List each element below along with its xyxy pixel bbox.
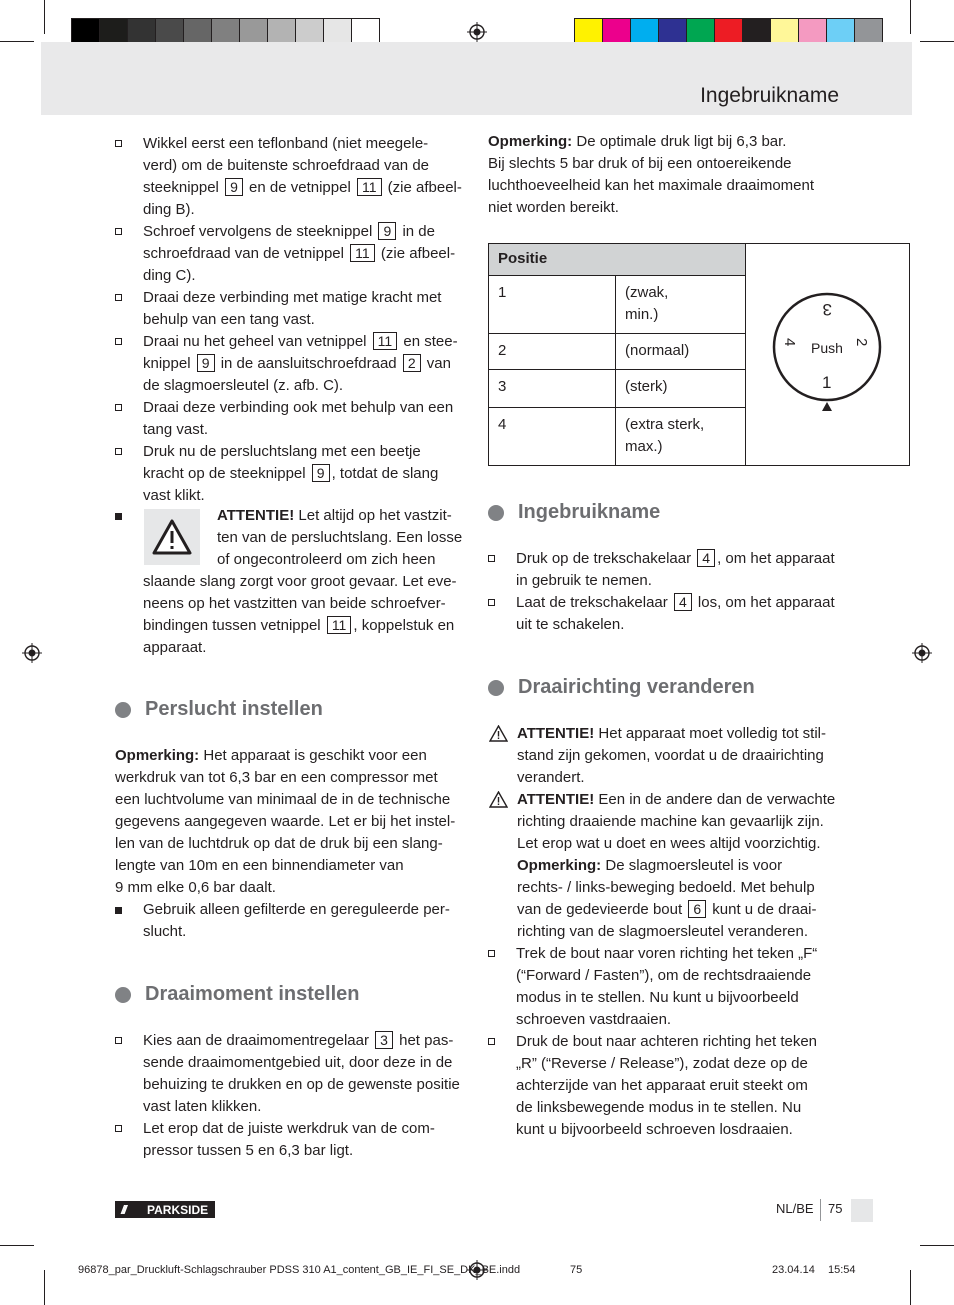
left-column-bottom xyxy=(115,1030,470,1162)
table-row: 1 (zwak, min.) xyxy=(489,275,910,333)
section-heading: Ingebruikname xyxy=(488,501,660,524)
table-row: 4 (extra sterk, max.) xyxy=(489,407,910,465)
list-item: Let erop dat de juiste werkdruk van de com- pressor tussen 5 en 6,3 bar ligt. xyxy=(115,1118,470,1162)
section-heading: Perslucht instellen xyxy=(115,698,323,721)
slug-time: 15:54 xyxy=(828,1264,856,1276)
list-item: Draai deze verbinding ook met behulp van een tang vast. xyxy=(115,397,470,441)
registration-mark-icon xyxy=(467,22,487,42)
warning-triangle-icon xyxy=(489,725,508,742)
list-item: Draai nu het geheel van vetnippel 11 en stee- knippel 9 in de aansluitschroefdraad 2 van de slagmoersleutel (z. afb. C). xyxy=(115,331,470,397)
dial-number: 2 xyxy=(853,338,870,347)
warning-box xyxy=(144,509,200,565)
dial-number: 3 xyxy=(822,300,832,319)
dial-number: 1 xyxy=(822,373,832,392)
list-item: Gebruik alleen gefilterde en gereguleerde per- slucht. xyxy=(115,899,470,943)
list-item: Wikkel eerst een teflonband (niet meegele- verd) om de buitenste schroefdraad van de steeknippel 9 en de vetnippel 11 (zie afbeel- ding B). xyxy=(115,133,470,221)
dial-number: 4 xyxy=(781,338,798,347)
registration-mark-icon xyxy=(912,643,932,663)
page-number: 75 xyxy=(828,1201,843,1216)
footer-page-box xyxy=(851,1199,873,1222)
list-item: Druk op de trekschakelaar 4 , om het apparaat in gebruik te nemen. xyxy=(488,548,848,592)
list-item: Draai deze verbinding met matige kracht met behulp van een tang vast. xyxy=(115,287,470,331)
warning-triangle-icon xyxy=(489,791,508,808)
list-item: Druk nu de persluchtslang met een beetje kracht op de steeknippel 9 , totdat de slang vast klikt. xyxy=(115,441,470,507)
table-row: 2 (normaal) xyxy=(489,334,910,370)
footer-lang: NL/BE xyxy=(776,1201,814,1216)
list-item: Druk de bout naar achteren richting het teken „R” (“Reverse / Release”), zodat deze op de achterzijde van het apparaat eruit steekt om de linksbewegende modus in te stellen. Nu kunt u bijvoorbeeld schroeven losdraaien. xyxy=(488,1031,848,1141)
left-column xyxy=(115,133,470,507)
parkside-logo: /// PARKSIDE xyxy=(115,1201,215,1218)
dial-cell xyxy=(746,244,910,466)
note-paragraph: Opmerking: De optimale druk ligt bij 6,3 bar. Bij slechts 5 bar druk of bij een ontoereikende luchthoeveelheid kan het maximale draaimoment niet worden bereikt. xyxy=(488,133,815,216)
list-item: Schroef vervolgens de steeknippel 9 in de schroefdraad van de vetnippel 11 (zie afbeel- ding C). xyxy=(115,221,470,287)
registration-mark-icon xyxy=(22,643,42,663)
slug-date: 23.04.14 xyxy=(772,1264,815,1276)
table-header: Positie xyxy=(489,244,746,276)
list-item: Trek de bout naar voren richting het teken „F“ (“Forward / Fasten”), om de rechtsdraaiende modus in te stellen. Nu kunt u bijvoorbeeld schroeven vastdraaien. xyxy=(488,943,848,1031)
slug-filename: 96878_par_Druckluft-Schlagschrauber PDSS 310 A1_content_GB_IE_FI_SE_DK_BE.indd xyxy=(78,1264,521,1276)
page-title: Ingebruikname xyxy=(700,84,839,107)
warning-triangle-icon xyxy=(144,509,200,565)
list-item: Laat de trekschakelaar 4 los, om het apparaat uit te schakelen. xyxy=(488,592,848,636)
position-table xyxy=(488,243,910,466)
list-item: Kies aan de draaimomentregelaar 3 het pas- sende draaimomentgebied uit, door deze in de behuizing te drukken en op de gewenste positie vast laten klikken. xyxy=(115,1030,470,1118)
right-warnings: ATTENTIE! Het apparaat moet volledig tot stil- stand zijn gekomen, voordat u de draairichting verandert. ATTENTIE! Een in de andere dan de verwachte richting draaiende machine kan gevaarlijk zijn. Let erop wat u doet en wees altijd voorzichtig. Opmerking: De slagmoersleutel is voor rechts- / links-beweging bedoeld. Met behulp van de gedevieerde bout 6 kunt u de draai- richting van de slagmoersleutel veranderen. Trek de bout naar voren richting het teken „F“ (“Forward / Fasten”), om de rechtsdraaiende modus in te stellen. Nu kunt u bijvoorbeeld schroeven vastdraaien. Druk de bout naar achteren richting het teken „R” (“Reverse / Release”), zodat deze op de achterzijde van het apparaat eruit steekt om de linksbewegende modus in te stellen. Nu kunt u bijvoorbeeld schroeven losdraaien. xyxy=(488,723,848,1141)
section-heading: Draairichting veranderen xyxy=(488,676,755,699)
right-list xyxy=(488,548,848,636)
note-paragraph: Opmerking: Het apparaat is geschikt voor een werkdruk van tot 6,3 bar en een compressor met een luchtvolume van minimaal de in de technische gegevens aangegeven waarde. Let er bij het instel- len van de luchtdruk op dat de druk bij een slang- lengte van 10m en een binnendiameter van 9 mm elke 0,6 bar daalt. Gebruik alleen gefilterde en gereguleerde per- slucht. xyxy=(115,745,470,943)
torque-dial-icon xyxy=(746,244,909,458)
slug-page: 75 xyxy=(570,1264,583,1276)
section-heading: Draaimoment instellen xyxy=(115,983,360,1006)
table-row: 3 (sterk) xyxy=(489,369,910,407)
dial-push-label: Push xyxy=(811,340,843,356)
